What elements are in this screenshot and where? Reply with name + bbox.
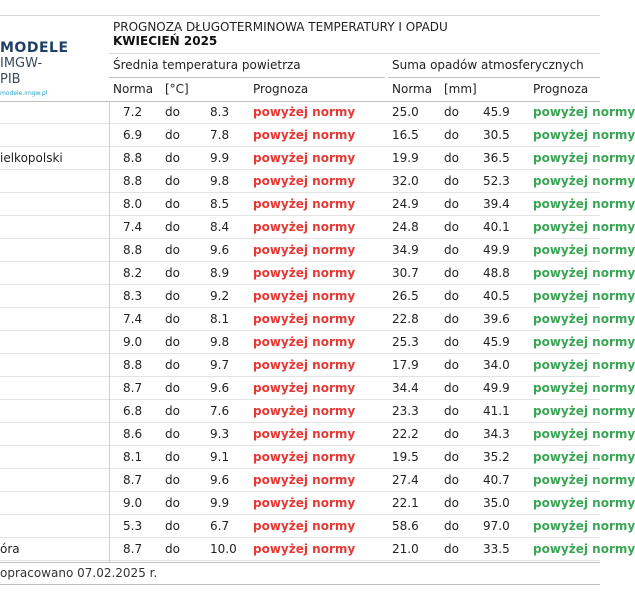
temp-norm-from: 8.8 bbox=[123, 243, 143, 257]
temp-range-word: do bbox=[165, 197, 180, 211]
temp-range-word: do bbox=[165, 427, 180, 441]
table-row bbox=[0, 308, 635, 331]
temp-range-word: do bbox=[165, 128, 180, 142]
temp-norm-from: 6.9 bbox=[123, 128, 143, 142]
temperature-group-header: Średnia temperatura powietrza bbox=[113, 58, 301, 72]
precip-forecast: powyżej normy bbox=[533, 358, 635, 372]
table-row bbox=[0, 492, 635, 515]
temp-forecast: powyżej normy bbox=[253, 496, 356, 510]
temp-norm-from: 8.8 bbox=[123, 358, 143, 372]
precip-norm-from: 22.2 bbox=[392, 427, 419, 441]
precip-forecast: powyżej normy bbox=[533, 335, 635, 349]
precip-norm-from: 25.0 bbox=[392, 105, 419, 119]
temp-norm-from: 8.7 bbox=[123, 473, 143, 487]
precip-norm-from: 24.8 bbox=[392, 220, 419, 234]
precip-range-word: do bbox=[444, 128, 459, 142]
precip-forecast: powyżej normy bbox=[533, 473, 635, 487]
footer-divider-bottom bbox=[0, 584, 600, 585]
temp-forecast: powyżej normy bbox=[253, 427, 356, 441]
precip-norm-from: 32.0 bbox=[392, 174, 419, 188]
precip-norm-to: 52.3 bbox=[483, 174, 510, 188]
precip-forecast: powyżej normy bbox=[533, 427, 635, 441]
precip-norm-to: 39.6 bbox=[483, 312, 510, 326]
precip-forecast: powyżej normy bbox=[533, 542, 635, 556]
region-name: ielkopolski bbox=[0, 151, 63, 165]
precip-range-word: do bbox=[444, 335, 459, 349]
precip-norm-to: 49.9 bbox=[483, 243, 510, 257]
temp-range-word: do bbox=[165, 335, 180, 349]
page-title: PROGNOZA DŁUGOTERMINOWA TEMPERATURY I OPADU bbox=[113, 20, 448, 34]
precip-range-word: do bbox=[444, 358, 459, 372]
temp-norm-to: 8.3 bbox=[210, 105, 230, 119]
temp-range-word: do bbox=[165, 220, 180, 234]
precip-forecast: powyżej normy bbox=[533, 220, 635, 234]
temp-range-word: do bbox=[165, 358, 180, 372]
table-row bbox=[0, 400, 635, 423]
table-row bbox=[0, 216, 635, 239]
footer-divider-top bbox=[0, 562, 600, 563]
temp-norm-to: 8.1 bbox=[210, 312, 230, 326]
precip-group-header: Suma opadów atmosferycznych bbox=[392, 58, 584, 72]
precip-norm-from: 22.8 bbox=[392, 312, 419, 326]
table-row bbox=[0, 124, 635, 147]
temp-norm-to: 9.6 bbox=[210, 473, 230, 487]
logo-text-url: modele.imgw.pl bbox=[0, 90, 48, 97]
temp-range-word: do bbox=[165, 519, 180, 533]
precip-norm-to: 39.4 bbox=[483, 197, 510, 211]
precip-norm-from: 26.5 bbox=[392, 289, 419, 303]
col-header-precip-unit: [mm] bbox=[444, 82, 477, 96]
col-header-temp-unit: [°C] bbox=[165, 82, 189, 96]
table-row bbox=[0, 538, 635, 561]
temp-norm-to: 9.9 bbox=[210, 496, 230, 510]
temp-forecast: powyżej normy bbox=[253, 128, 356, 142]
region-name: óra bbox=[0, 542, 20, 556]
temp-range-word: do bbox=[165, 450, 180, 464]
precip-norm-to: 45.9 bbox=[483, 105, 510, 119]
temp-norm-to: 9.8 bbox=[210, 174, 230, 188]
temp-norm-to: 8.5 bbox=[210, 197, 230, 211]
temp-forecast: powyżej normy bbox=[253, 381, 356, 395]
precip-forecast: powyżej normy bbox=[533, 174, 635, 188]
precip-forecast: powyżej normy bbox=[533, 197, 635, 211]
temp-norm-to: 6.7 bbox=[210, 519, 230, 533]
precip-norm-to: 41.1 bbox=[483, 404, 510, 418]
temp-range-word: do bbox=[165, 243, 180, 257]
precip-range-word: do bbox=[444, 450, 459, 464]
precip-forecast: powyżej normy bbox=[533, 519, 635, 533]
precip-norm-to: 97.0 bbox=[483, 519, 510, 533]
temp-forecast: powyżej normy bbox=[253, 197, 356, 211]
temp-range-word: do bbox=[165, 404, 180, 418]
precip-norm-to: 40.1 bbox=[483, 220, 510, 234]
temp-norm-to: 9.1 bbox=[210, 450, 230, 464]
precip-forecast: powyżej normy bbox=[533, 381, 635, 395]
temp-range-word: do bbox=[165, 174, 180, 188]
precip-norm-to: 33.5 bbox=[483, 542, 510, 556]
precip-norm-from: 21.0 bbox=[392, 542, 419, 556]
temp-norm-from: 6.8 bbox=[123, 404, 143, 418]
precip-norm-from: 19.5 bbox=[392, 450, 419, 464]
precip-range-word: do bbox=[444, 289, 459, 303]
precip-forecast: powyżej normy bbox=[533, 266, 635, 280]
logo-text-modele: MODELE bbox=[0, 40, 69, 56]
table-row bbox=[0, 285, 635, 308]
temp-norm-from: 8.0 bbox=[123, 197, 143, 211]
temp-norm-to: 9.6 bbox=[210, 243, 230, 257]
temp-norm-from: 8.8 bbox=[123, 174, 143, 188]
temp-norm-to: 7.8 bbox=[210, 128, 230, 142]
temp-norm-to: 9.9 bbox=[210, 151, 230, 165]
temp-norm-to: 9.3 bbox=[210, 427, 230, 441]
temp-forecast: powyżej normy bbox=[253, 220, 356, 234]
footer-note: opracowano 07.02.2025 r. bbox=[0, 566, 158, 580]
temp-norm-from: 9.0 bbox=[123, 335, 143, 349]
temp-norm-from: 8.3 bbox=[123, 289, 143, 303]
temp-forecast: powyżej normy bbox=[253, 335, 356, 349]
table-row bbox=[0, 193, 635, 216]
col-header-precip-norma: Norma bbox=[392, 82, 433, 96]
precip-forecast: powyżej normy bbox=[533, 450, 635, 464]
temp-norm-from: 8.2 bbox=[123, 266, 143, 280]
temp-norm-from: 8.7 bbox=[123, 542, 143, 556]
table-row bbox=[0, 147, 635, 170]
precip-norm-to: 34.0 bbox=[483, 358, 510, 372]
precip-norm-from: 23.3 bbox=[392, 404, 419, 418]
temp-forecast: powyżej normy bbox=[253, 289, 356, 303]
temp-range-word: do bbox=[165, 381, 180, 395]
precip-range-word: do bbox=[444, 496, 459, 510]
precip-norm-to: 40.5 bbox=[483, 289, 510, 303]
precip-forecast: powyżej normy bbox=[533, 105, 635, 119]
table-row bbox=[0, 377, 635, 400]
table-row bbox=[0, 423, 635, 446]
precip-forecast: powyżej normy bbox=[533, 289, 635, 303]
temp-norm-from: 9.0 bbox=[123, 496, 143, 510]
table-row bbox=[0, 446, 635, 469]
precip-range-word: do bbox=[444, 220, 459, 234]
precip-range-word: do bbox=[444, 197, 459, 211]
temp-norm-from: 7.2 bbox=[123, 105, 143, 119]
precip-forecast: powyżej normy bbox=[533, 404, 635, 418]
temp-range-word: do bbox=[165, 289, 180, 303]
page-subtitle: KWIECIEŃ 2025 bbox=[113, 34, 218, 48]
temp-norm-from: 8.1 bbox=[123, 450, 143, 464]
precip-norm-from: 17.9 bbox=[392, 358, 419, 372]
temp-forecast: powyżej normy bbox=[253, 151, 356, 165]
name-column-separator bbox=[109, 101, 110, 562]
temp-norm-from: 8.8 bbox=[123, 151, 143, 165]
table-row bbox=[0, 170, 635, 193]
imgw-logo bbox=[0, 40, 69, 98]
table-row bbox=[0, 469, 635, 492]
temp-norm-to: 7.6 bbox=[210, 404, 230, 418]
temp-forecast: powyżej normy bbox=[253, 105, 356, 119]
forecast-table-body bbox=[0, 101, 635, 561]
temp-forecast: powyżej normy bbox=[253, 450, 356, 464]
temperature-group-underline bbox=[109, 77, 385, 78]
precip-forecast: powyżej normy bbox=[533, 128, 635, 142]
precip-range-word: do bbox=[444, 174, 459, 188]
precip-norm-from: 34.9 bbox=[392, 243, 419, 257]
precip-norm-to: 35.0 bbox=[483, 496, 510, 510]
precip-range-word: do bbox=[444, 266, 459, 280]
precip-norm-to: 45.9 bbox=[483, 335, 510, 349]
temp-range-word: do bbox=[165, 151, 180, 165]
precip-norm-to: 36.5 bbox=[483, 151, 510, 165]
temp-forecast: powyżej normy bbox=[253, 243, 356, 257]
temp-range-word: do bbox=[165, 105, 180, 119]
col-header-temp-prognoza: Prognoza bbox=[253, 82, 309, 96]
logo-text-imgw: IMGW-PIB bbox=[0, 56, 43, 87]
temp-forecast: powyżej normy bbox=[253, 519, 356, 533]
precip-range-word: do bbox=[444, 519, 459, 533]
temp-norm-from: 5.3 bbox=[123, 519, 143, 533]
temp-forecast: powyżej normy bbox=[253, 358, 356, 372]
table-row bbox=[0, 101, 635, 124]
precip-range-word: do bbox=[444, 105, 459, 119]
top-divider bbox=[0, 15, 600, 16]
precip-range-word: do bbox=[444, 542, 459, 556]
header-divider bbox=[109, 53, 600, 54]
precip-norm-from: 27.4 bbox=[392, 473, 419, 487]
table-row bbox=[0, 515, 635, 538]
table-row bbox=[0, 262, 635, 285]
temp-norm-to: 9.7 bbox=[210, 358, 230, 372]
precip-norm-to: 35.2 bbox=[483, 450, 510, 464]
temp-norm-to: 8.4 bbox=[210, 220, 230, 234]
temp-range-word: do bbox=[165, 496, 180, 510]
temp-forecast: powyżej normy bbox=[253, 404, 356, 418]
temp-forecast: powyżej normy bbox=[253, 473, 356, 487]
precip-norm-to: 48.8 bbox=[483, 266, 510, 280]
precip-forecast: powyżej normy bbox=[533, 496, 635, 510]
temp-norm-from: 8.7 bbox=[123, 381, 143, 395]
precip-norm-to: 40.7 bbox=[483, 473, 510, 487]
temp-forecast: powyżej normy bbox=[253, 174, 356, 188]
temp-range-word: do bbox=[165, 312, 180, 326]
temp-norm-to: 9.2 bbox=[210, 289, 230, 303]
precip-range-word: do bbox=[444, 473, 459, 487]
temp-forecast: powyżej normy bbox=[253, 542, 356, 556]
temp-norm-from: 7.4 bbox=[123, 312, 143, 326]
precip-norm-to: 30.5 bbox=[483, 128, 510, 142]
temp-norm-from: 7.4 bbox=[123, 220, 143, 234]
precip-range-word: do bbox=[444, 404, 459, 418]
precip-range-word: do bbox=[444, 243, 459, 257]
col-header-temp-norma: Norma bbox=[113, 82, 154, 96]
temp-norm-to: 9.8 bbox=[210, 335, 230, 349]
precip-forecast: powyżej normy bbox=[533, 312, 635, 326]
precip-range-word: do bbox=[444, 427, 459, 441]
precip-norm-from: 19.9 bbox=[392, 151, 419, 165]
precip-norm-to: 34.3 bbox=[483, 427, 510, 441]
temp-forecast: powyżej normy bbox=[253, 312, 356, 326]
precip-range-word: do bbox=[444, 151, 459, 165]
table-row bbox=[0, 331, 635, 354]
temp-forecast: powyżej normy bbox=[253, 266, 356, 280]
precip-forecast: powyżej normy bbox=[533, 243, 635, 257]
temp-range-word: do bbox=[165, 473, 180, 487]
precip-group-underline bbox=[388, 77, 600, 78]
temp-norm-from: 8.6 bbox=[123, 427, 143, 441]
temp-range-word: do bbox=[165, 542, 180, 556]
temp-range-word: do bbox=[165, 266, 180, 280]
precip-norm-from: 30.7 bbox=[392, 266, 419, 280]
temp-norm-to: 9.6 bbox=[210, 381, 230, 395]
precip-forecast: powyżej normy bbox=[533, 151, 635, 165]
precip-norm-from: 22.1 bbox=[392, 496, 419, 510]
precip-range-word: do bbox=[444, 312, 459, 326]
temp-norm-to: 8.9 bbox=[210, 266, 230, 280]
precip-norm-from: 24.9 bbox=[392, 197, 419, 211]
precip-range-word: do bbox=[444, 381, 459, 395]
temp-norm-to: 10.0 bbox=[210, 542, 237, 556]
table-row bbox=[0, 354, 635, 377]
table-row bbox=[0, 239, 635, 262]
precip-norm-to: 49.9 bbox=[483, 381, 510, 395]
precip-norm-from: 58.6 bbox=[392, 519, 419, 533]
precip-norm-from: 34.4 bbox=[392, 381, 419, 395]
precip-norm-from: 25.3 bbox=[392, 335, 419, 349]
col-header-precip-prognoza: Prognoza bbox=[533, 82, 589, 96]
precip-norm-from: 16.5 bbox=[392, 128, 419, 142]
